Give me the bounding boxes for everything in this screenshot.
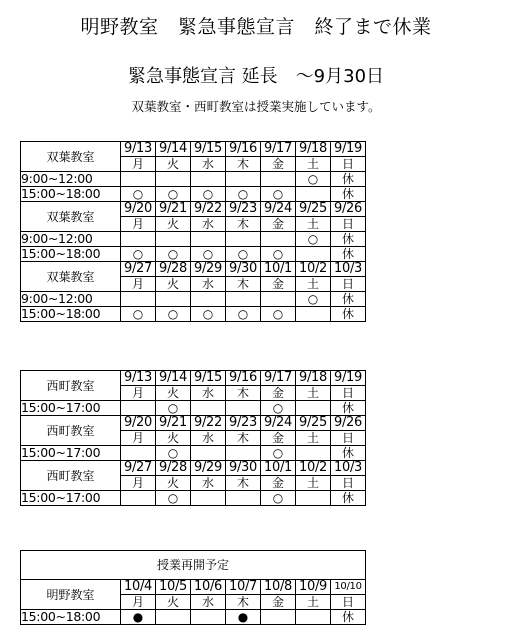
date-row [21, 461, 366, 476]
class-status-cell [296, 491, 331, 506]
class-status-cell: ● [121, 610, 156, 625]
time-slot-row [21, 292, 366, 307]
classroom-label: 西町教室 [21, 371, 121, 401]
date-cell: 10/8 [261, 580, 296, 595]
weekday-cell: 水 [191, 217, 226, 232]
date-cell: 10/1 [261, 262, 296, 277]
date-cell: 9/29 [191, 262, 226, 277]
class-status-cell: ○ [296, 292, 331, 307]
weekday-cell: 月 [121, 277, 156, 292]
class-status-cell: ○ [261, 401, 296, 416]
class-status-cell [156, 172, 191, 187]
time-slot-row [21, 307, 366, 322]
weekday-cell: 月 [121, 217, 156, 232]
class-status-cell: 休 [331, 491, 366, 506]
class-status-cell [191, 172, 226, 187]
date-cell: 9/13 [121, 142, 156, 157]
class-status-cell [261, 610, 296, 625]
class-status-cell: ○ [156, 401, 191, 416]
date-cell: 10/3 [331, 262, 366, 277]
time-slot-row [21, 247, 366, 262]
weekday-cell: 日 [331, 277, 366, 292]
class-status-cell: 休 [331, 172, 366, 187]
class-status-cell [226, 292, 261, 307]
class-status-cell: ○ [296, 172, 331, 187]
classroom-label: 西町教室 [21, 461, 121, 491]
open-classrooms-note: 双葉教室・西町教室は授業実施しています。 [131, 99, 381, 114]
class-status-cell: 休 [331, 247, 366, 262]
date-cell: 9/16 [226, 142, 261, 157]
class-status-cell: ○ [121, 307, 156, 322]
class-status-cell [226, 232, 261, 247]
date-cell: 9/28 [156, 262, 191, 277]
class-status-cell: ○ [156, 187, 191, 202]
weekday-cell: 月 [121, 476, 156, 491]
date-cell: 9/30 [226, 262, 261, 277]
date-row [21, 202, 366, 217]
weekday-cell: 火 [156, 386, 191, 401]
weekday-cell: 木 [226, 431, 261, 446]
weekday-cell: 火 [156, 595, 191, 610]
date-cell: 10/5 [156, 580, 191, 595]
date-cell: 9/23 [226, 416, 261, 431]
time-slot-label: 9:00~12:00 [21, 172, 121, 187]
date-cell: 9/19 [331, 371, 366, 386]
date-cell: 10/9 [296, 580, 331, 595]
table-caption: 授業再開予定 [21, 551, 366, 580]
time-slot-row [21, 187, 366, 202]
date-row [21, 262, 366, 277]
date-cell: 10/10 [331, 580, 366, 595]
weekday-cell: 日 [331, 595, 366, 610]
date-cell: 9/22 [191, 416, 226, 431]
weekday-cell: 月 [121, 595, 156, 610]
time-slot-row [21, 172, 366, 187]
date-cell: 9/21 [156, 202, 191, 217]
time-slot-label: 15:00~18:00 [21, 307, 121, 322]
date-cell: 9/19 [331, 142, 366, 157]
class-status-cell: 休 [331, 232, 366, 247]
date-cell: 9/28 [156, 461, 191, 476]
weekday-cell: 日 [331, 217, 366, 232]
weekday-cell: 水 [191, 476, 226, 491]
date-cell: 9/24 [261, 202, 296, 217]
classroom-label: 西町教室 [21, 416, 121, 446]
class-status-cell [156, 610, 191, 625]
class-status-cell: ● [226, 610, 261, 625]
weekday-cell: 金 [261, 476, 296, 491]
weekday-cell: 金 [261, 217, 296, 232]
date-row [21, 371, 366, 386]
class-status-cell [156, 292, 191, 307]
date-cell: 9/26 [331, 202, 366, 217]
weekday-cell: 火 [156, 476, 191, 491]
date-cell: 10/2 [296, 461, 331, 476]
class-status-cell: ○ [191, 247, 226, 262]
time-slot-row [21, 401, 366, 416]
class-status-cell: 休 [331, 610, 366, 625]
weekday-cell: 日 [331, 431, 366, 446]
weekday-cell: 木 [226, 386, 261, 401]
weekday-cell: 土 [296, 476, 331, 491]
class-status-cell: ○ [121, 187, 156, 202]
time-slot-label: 15:00~17:00 [21, 401, 121, 416]
classroom-label: 双葉教室 [21, 142, 121, 172]
date-cell: 9/20 [121, 416, 156, 431]
weekday-cell: 水 [191, 431, 226, 446]
weekday-cell: 木 [226, 277, 261, 292]
class-status-cell [296, 247, 331, 262]
date-cell: 10/4 [121, 580, 156, 595]
date-cell: 9/16 [226, 371, 261, 386]
class-status-cell: ○ [191, 307, 226, 322]
weekday-cell: 火 [156, 277, 191, 292]
weekday-cell: 木 [226, 157, 261, 172]
class-status-cell [296, 307, 331, 322]
date-cell: 10/1 [261, 461, 296, 476]
date-row [21, 416, 366, 431]
class-status-cell [296, 401, 331, 416]
class-status-cell: ○ [156, 247, 191, 262]
class-status-cell [191, 610, 226, 625]
date-cell: 9/27 [121, 461, 156, 476]
class-status-cell: ○ [296, 232, 331, 247]
time-slot-label: 9:00~12:00 [21, 292, 121, 307]
weekday-cell: 火 [156, 217, 191, 232]
weekday-cell: 水 [191, 595, 226, 610]
time-slot-label: 15:00~18:00 [21, 187, 121, 202]
weekday-cell: 土 [296, 595, 331, 610]
date-cell: 9/17 [261, 371, 296, 386]
time-slot-row [21, 446, 366, 461]
nishimachi-schedule-table [20, 370, 366, 506]
date-row [21, 142, 366, 157]
caption-row [21, 551, 366, 580]
class-status-cell [296, 446, 331, 461]
class-status-cell [121, 232, 156, 247]
classroom-label: 双葉教室 [21, 202, 121, 232]
date-cell: 10/6 [191, 580, 226, 595]
futaba-schedule-table [20, 141, 366, 322]
date-cell: 9/15 [191, 142, 226, 157]
class-status-cell: ○ [226, 187, 261, 202]
weekday-cell: 金 [261, 157, 296, 172]
class-status-cell: 休 [331, 187, 366, 202]
weekday-cell: 土 [296, 386, 331, 401]
class-status-cell [121, 292, 156, 307]
weekday-cell: 水 [191, 277, 226, 292]
class-status-cell: ○ [261, 446, 296, 461]
class-status-cell [191, 446, 226, 461]
weekday-cell: 日 [331, 476, 366, 491]
class-status-cell [261, 292, 296, 307]
class-status-cell: 休 [331, 446, 366, 461]
class-status-cell [191, 292, 226, 307]
class-status-cell: ○ [261, 247, 296, 262]
class-status-cell [296, 610, 331, 625]
date-cell: 9/23 [226, 202, 261, 217]
class-status-cell: ○ [226, 247, 261, 262]
weekday-cell: 金 [261, 595, 296, 610]
date-cell: 9/21 [156, 416, 191, 431]
weekday-cell: 木 [226, 217, 261, 232]
class-status-cell: ○ [156, 307, 191, 322]
class-status-cell: ○ [121, 247, 156, 262]
time-slot-row [21, 610, 366, 625]
class-status-cell [226, 491, 261, 506]
time-slot-row [21, 232, 366, 247]
class-status-cell [121, 172, 156, 187]
weekday-cell: 木 [226, 595, 261, 610]
date-cell: 9/26 [331, 416, 366, 431]
weekday-cell: 月 [121, 431, 156, 446]
class-status-cell: ○ [226, 307, 261, 322]
class-status-cell: 休 [331, 292, 366, 307]
extension-notice: 緊急事態宣言 延長 ～9月30日 [127, 66, 385, 87]
weekday-cell: 火 [156, 431, 191, 446]
date-cell: 9/14 [156, 371, 191, 386]
time-slot-row [21, 491, 366, 506]
class-status-cell [261, 172, 296, 187]
class-status-cell: ○ [261, 307, 296, 322]
date-cell: 10/7 [226, 580, 261, 595]
akeno-reopening-table [20, 550, 366, 625]
date-cell: 9/15 [191, 371, 226, 386]
classroom-label: 明野教室 [21, 580, 121, 610]
class-status-cell [296, 187, 331, 202]
class-status-cell [121, 401, 156, 416]
time-slot-label: 15:00~17:00 [21, 446, 121, 461]
class-status-cell: 休 [331, 401, 366, 416]
class-status-cell [191, 401, 226, 416]
date-cell: 9/14 [156, 142, 191, 157]
weekday-cell: 木 [226, 476, 261, 491]
date-cell: 9/22 [191, 202, 226, 217]
weekday-cell: 月 [121, 157, 156, 172]
notice-title: 明野教室 緊急事態宣言 終了まで休業 [80, 16, 432, 38]
weekday-cell: 火 [156, 157, 191, 172]
time-slot-label: 15:00~17:00 [21, 491, 121, 506]
weekday-cell: 土 [296, 277, 331, 292]
class-status-cell [121, 446, 156, 461]
weekday-cell: 金 [261, 386, 296, 401]
class-status-cell [261, 232, 296, 247]
class-status-cell [226, 172, 261, 187]
class-status-cell: ○ [156, 491, 191, 506]
classroom-label: 双葉教室 [21, 262, 121, 292]
date-cell: 10/2 [296, 262, 331, 277]
time-slot-label: 9:00~12:00 [21, 232, 121, 247]
time-slot-label: 15:00~18:00 [21, 247, 121, 262]
time-slot-label: 15:00~18:00 [21, 610, 121, 625]
class-status-cell [121, 491, 156, 506]
weekday-cell: 金 [261, 431, 296, 446]
class-status-cell: ○ [156, 446, 191, 461]
class-status-cell [226, 401, 261, 416]
class-status-cell [226, 446, 261, 461]
date-cell: 9/27 [121, 262, 156, 277]
date-cell: 9/18 [296, 371, 331, 386]
class-status-cell [191, 491, 226, 506]
date-cell: 9/13 [121, 371, 156, 386]
weekday-cell: 金 [261, 277, 296, 292]
weekday-cell: 日 [331, 157, 366, 172]
date-cell: 9/25 [296, 202, 331, 217]
class-status-cell: ○ [191, 187, 226, 202]
weekday-cell: 土 [296, 431, 331, 446]
class-status-cell: ○ [261, 187, 296, 202]
date-cell: 9/29 [191, 461, 226, 476]
weekday-cell: 月 [121, 386, 156, 401]
weekday-cell: 水 [191, 157, 226, 172]
class-status-cell: ○ [261, 491, 296, 506]
date-cell: 9/24 [261, 416, 296, 431]
date-cell: 9/17 [261, 142, 296, 157]
date-row [21, 580, 366, 595]
date-cell: 9/30 [226, 461, 261, 476]
class-status-cell [191, 232, 226, 247]
weekday-cell: 土 [296, 217, 331, 232]
weekday-cell: 土 [296, 157, 331, 172]
weekday-cell: 水 [191, 386, 226, 401]
date-cell: 9/18 [296, 142, 331, 157]
date-cell: 10/3 [331, 461, 366, 476]
class-status-cell [156, 232, 191, 247]
date-cell: 9/25 [296, 416, 331, 431]
weekday-cell: 日 [331, 386, 366, 401]
date-cell: 9/20 [121, 202, 156, 217]
class-status-cell: 休 [331, 307, 366, 322]
